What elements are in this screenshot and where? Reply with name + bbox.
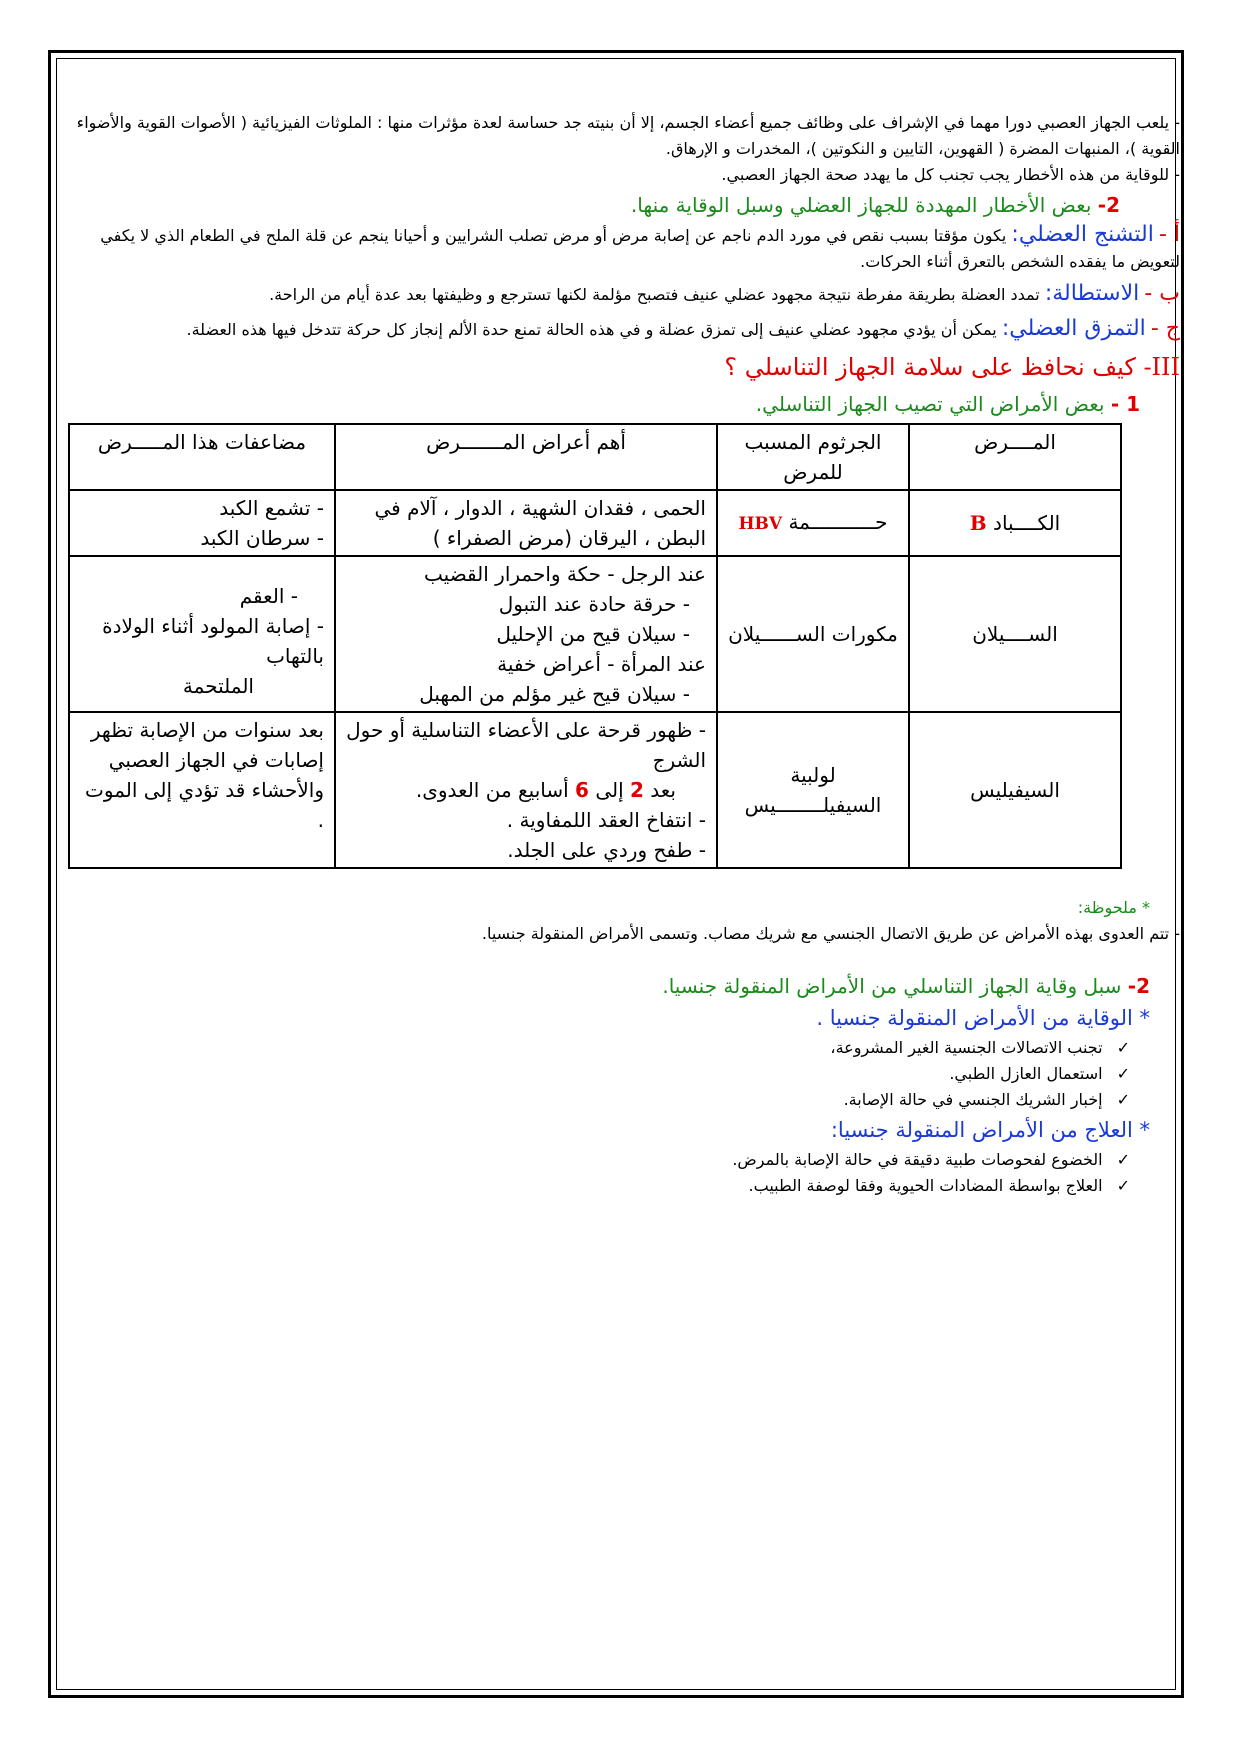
hepatitis-name: الكــــباد xyxy=(993,511,1061,535)
cramp-term: التشنج العضلي: xyxy=(1011,222,1154,247)
strain-term: الاستطالة: xyxy=(1044,281,1140,306)
section3-roman: III- xyxy=(1143,353,1180,381)
muscle-item-strain xyxy=(60,281,1180,308)
section3-text: كيف نحافظ على سلامة الجهاز التناسلي ؟ xyxy=(724,353,1136,381)
tear-text: يمكن أن يؤدي مجهود عضلي عنيف إلى تمزق عضلة و في هذه الحالة تمنع حدة الألم إنجاز كل حركة تتدخل فيها هذه العضلة. xyxy=(186,320,997,339)
section3-title xyxy=(60,349,1180,385)
symptom-num-2: 2 xyxy=(630,778,644,802)
complication-line: - إصابة المولود أثناء الولادة بالتهاب xyxy=(102,614,324,668)
list-item: ✓ الخضوع لفحوصات طبية دقيقة في حالة الإصابة بالمرض. xyxy=(60,1147,1130,1173)
symptom-line: - طفح وردي على الجلد. xyxy=(507,838,706,862)
header-germ: الجرثوم المسبب للمرض xyxy=(717,424,909,490)
intro-paragraph: - يلعب الجهاز العصبي دورا مهما في الإشراف على وظائف جميع أعضاء الجسم، إلا أن بنيته جد حساسة لعدة مؤثرات منها : الملوثات الفيزيائية ( الأصوات القوية والأضواء القوية )، المنبهات المضرة ( القهوين، التايين و النكوتين )، المخدرات و الإرهاق. xyxy=(76,113,1180,158)
symptom-line: - حرقة حادة عند التبول xyxy=(498,592,690,616)
table-header-row xyxy=(69,424,1121,490)
list-item: ✓ استعمال العازل الطبي. xyxy=(60,1061,1130,1087)
table-row xyxy=(69,556,1121,712)
complication-line: بعد سنوات من الإصابة تظهر إصابات في الجهاز العصبي والأحشاء قد تؤدي إلى الموت . xyxy=(85,718,324,832)
cramp-text: يكون مؤقتا بسبب نقص في مورد الدم ناجم عن إصابة مرض أو مرض تصلب الشرايين و أحيانا ينجم عن قلة الملح في الطعام الذي لا يكفي لتعويض ما يفقده الشخص بالتعرق أثناء الحركات. xyxy=(100,226,1180,271)
symptom-line: - انتفاخ العقد اللمفاوية . xyxy=(506,808,706,832)
symptom-num-6: 6 xyxy=(575,778,589,802)
diseases-table xyxy=(68,423,1122,869)
table-row xyxy=(69,712,1121,868)
muscle-item-cramp xyxy=(60,222,1180,275)
page-content xyxy=(60,110,1180,1199)
cell-disease-hepatitis xyxy=(909,490,1121,556)
muscle-heading-num: 2- xyxy=(1097,193,1120,217)
cell-germ-syphilis: لولبية السيفيلــــــــيس xyxy=(717,712,909,868)
hepatitis-germ: حـــــــــــمة xyxy=(788,510,888,534)
symptom-line-weeks xyxy=(346,775,706,805)
list-item: ✓ العلاج بواسطة المضادات الحيوية وفقا لوصفة الطبيب. xyxy=(60,1173,1130,1199)
header-symptoms: أهم أعراض المـــــــرض xyxy=(335,424,717,490)
prevention-heading-text: سبل وقاية الجهاز التناسلي من الأمراض المنقولة جنسيا. xyxy=(662,974,1122,998)
strain-letter: ب - xyxy=(1144,281,1180,306)
symptom-line: عند الرجل - حكة واحمرار القضيب xyxy=(424,562,706,586)
muscle-heading xyxy=(60,190,1120,220)
complication-line: - العقم xyxy=(239,584,298,608)
diseases-heading-text: بعض الأمراض التي تصيب الجهاز التناسلي. xyxy=(755,392,1105,416)
symptom-line: عند المرأة - أعراض خفية xyxy=(497,652,706,676)
note-text: - تتم العدوى بهذه الأمراض عن طريق الاتصال الجنسي مع شريك مصاب. وتسمى الأمراض المنقولة جنسيا. xyxy=(481,924,1180,943)
cell-symptoms-gonorrhea xyxy=(335,556,717,712)
cell-complications-syphilis xyxy=(69,712,335,868)
prevention-list xyxy=(60,1035,1180,1113)
note-title: * ملحوظة: xyxy=(1077,898,1150,917)
diseases-heading-num: 1 - xyxy=(1110,392,1140,416)
hepatitis-letter: B xyxy=(969,511,987,535)
intro-prevention: - للوقاية من هذه الأخطار يجب تجنب كل ما يهدد صحة الجهاز العصبي. xyxy=(721,165,1180,184)
symptom-word: بعد xyxy=(650,778,676,802)
prevention-heading-num: 2- xyxy=(1127,974,1150,998)
symptom-line: البطن ، اليرقان (مرض الصفراء ) xyxy=(432,526,706,550)
symptom-word: أسابيع من العدوى. xyxy=(415,778,569,802)
symptom-word: إلى xyxy=(595,778,624,802)
cell-disease-gonorrhea: الســــيلان xyxy=(909,556,1121,712)
muscle-item-tear xyxy=(60,316,1180,343)
list-item: ✓ إخبار الشريك الجنسي في حالة الإصابة. xyxy=(60,1087,1130,1113)
prevention-heading xyxy=(60,971,1150,1001)
header-disease: المــــرض xyxy=(909,424,1121,490)
symptom-line: - سيلان قيح غير مؤلم من المهبل xyxy=(419,682,690,706)
diseases-heading xyxy=(60,389,1140,419)
treatment-subheading: * العلاج من الأمراض المنقولة جنسيا: xyxy=(830,1118,1150,1142)
muscle-heading-text: بعض الأخطار المهددة للجهاز العضلي وسبل الوقاية منها. xyxy=(630,193,1092,217)
prevention-subheading: * الوقاية من الأمراض المنقولة جنسيا . xyxy=(816,1006,1150,1030)
cell-complications-gonorrhea xyxy=(69,556,335,712)
cell-symptoms-syphilis xyxy=(335,712,717,868)
cell-complications-hepatitis xyxy=(69,490,335,556)
cell-germ-hepatitis xyxy=(717,490,909,556)
header-complications: مضاعفات هذا المـــــرض xyxy=(69,424,335,490)
cramp-letter: أ - xyxy=(1158,222,1180,247)
table-row xyxy=(69,490,1121,556)
strain-text: تمدد العضلة بطريقة مفرطة نتيجة مجهود عضلي عنيف فتصبح مؤلمة لكنها تسترجع و وظيفتها بعد عدة أيام من الراحة. xyxy=(269,285,1040,304)
treatment-list xyxy=(60,1147,1180,1199)
hepatitis-germ-code: HBV xyxy=(738,514,783,534)
complication-line: - سرطان الكبد xyxy=(200,526,324,550)
cell-germ-gonorrhea: مكورات الســــــيلان xyxy=(717,556,909,712)
tear-letter: ج - xyxy=(1150,316,1180,341)
tear-term: التمزق العضلي: xyxy=(1001,316,1146,341)
symptom-line: الحمى ، فقدان الشهية ، الدوار ، آلام في xyxy=(374,496,706,520)
cell-symptoms-hepatitis xyxy=(335,490,717,556)
list-item: ✓ تجنب الاتصالات الجنسية الغير المشروعة، xyxy=(60,1035,1130,1061)
complication-line: - تشمع الكبد xyxy=(219,496,324,520)
symptom-line: - ظهور قرحة على الأعضاء التناسلية أو حول الشرج xyxy=(346,718,706,772)
complication-line: الملتحمة xyxy=(182,674,254,698)
cell-disease-syphilis: السيفيليس xyxy=(909,712,1121,868)
symptom-line: - سيلان قيح من الإحليل xyxy=(496,622,690,646)
